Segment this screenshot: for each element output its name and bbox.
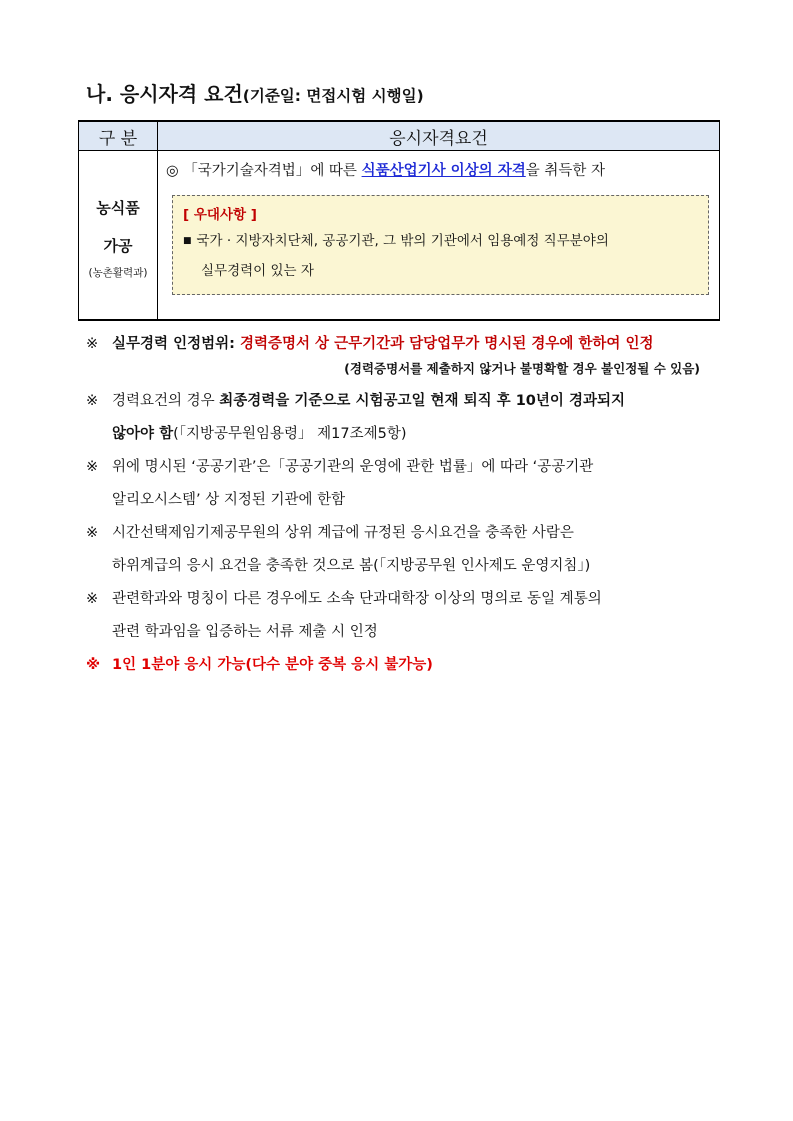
- table-row: [79, 151, 720, 321]
- table-header-row: [79, 121, 720, 151]
- reference-mark-icon: ※: [86, 336, 99, 352]
- preference-text-2: 실무경력이 있는 자: [201, 263, 314, 279]
- section-subtitle: (기준일: 면접시험 시행일): [242, 87, 424, 105]
- note5-line1: 관련학과와 명칭이 다른 경우에도 소속 단과대학장 이상의 명의로 동일 계통의: [112, 591, 602, 607]
- requirement-prefix: 「국가기술자격법」에 따른: [183, 163, 362, 179]
- reference-mark-icon: ※: [86, 459, 99, 475]
- preference-text-line2: [183, 256, 698, 286]
- section-title: 나. 응시자격 요건: [86, 82, 243, 106]
- note2-a: 경력요건의 경우: [112, 393, 220, 409]
- reference-mark-icon: ※: [86, 591, 99, 607]
- header-requirement: 응시자격요건: [158, 121, 720, 151]
- preference-box: [172, 195, 709, 295]
- note3-line2: 알리오시스템’ 상 지정된 기관에 한함: [112, 492, 346, 508]
- section-heading: [86, 78, 726, 107]
- preference-title: [ 우대사항 ]: [183, 207, 257, 223]
- note-6: [86, 649, 722, 682]
- category-line2: 가공: [103, 237, 133, 255]
- reference-mark-icon: ※: [86, 393, 99, 409]
- note3-line1: 위에 명시된 ‘공공기관’은「공공기관의 운영에 관한 법률」에 따라 ‘공공기관: [112, 459, 594, 475]
- note-5: [86, 583, 722, 649]
- note-1: [86, 328, 722, 361]
- notes-list: [86, 328, 722, 682]
- category-line1: 농식품: [96, 199, 140, 217]
- note6-text: 1인 1분야 응시 가능(다수 분야 중복 응시 불가능): [112, 657, 433, 673]
- reference-mark-icon: ※: [86, 525, 99, 541]
- note1-subtext: (경력증명서를 제출하지 않거나 불명확할 경우 불인정될 수 있음): [344, 361, 700, 376]
- preference-text-line1: [183, 226, 698, 256]
- preference-text-1: 국가 · 지방자치단체, 공공기관, 그 밖의 기관에서 임용예정 직무분야의: [196, 233, 609, 249]
- note2-c: 않아야 함: [112, 426, 174, 442]
- note1-text: 경력증명서 상 근무기간과 담당업무가 명시된 경우에 한하여 인정: [239, 336, 654, 352]
- header-category: 구 분: [79, 121, 158, 151]
- note5-line2: 관련 학과임을 입증하는 서류 제출 시 인정: [112, 624, 378, 640]
- note-4: [86, 517, 722, 583]
- note4-line2: 하위계급의 응시 요건을 충족한 것으로 봄(「지방공무원 인사제도 운영지침」): [112, 558, 591, 574]
- requirement-suffix: 을 취득한 자: [525, 163, 606, 179]
- category-dept: (농촌활력과): [88, 267, 148, 279]
- reference-mark-icon: ※: [86, 657, 101, 673]
- category-cell: [79, 151, 158, 321]
- requirement-highlight: 식품산업기사 이상의 자격: [361, 163, 526, 179]
- note1-label: 실무경력 인정범위:: [112, 336, 240, 352]
- note4-line1: 시간선택제임기제공무원의 상위 계급에 규정된 응시요건을 충족한 사람은: [112, 525, 574, 541]
- requirement-cell: [158, 151, 720, 321]
- note-3: [86, 451, 722, 517]
- square-bullet-icon: ■: [183, 236, 192, 246]
- double-circle-icon: ◎: [166, 163, 179, 179]
- note2-b: 최종경력을 기준으로 시험공고일 현재 퇴직 후 10년이 경과되지: [219, 393, 625, 409]
- note2-d: (「지방공무원임용령」 제17조제5항): [173, 426, 407, 442]
- requirement-line: [166, 159, 711, 183]
- requirements-table: [78, 120, 720, 321]
- note-2: [86, 385, 722, 451]
